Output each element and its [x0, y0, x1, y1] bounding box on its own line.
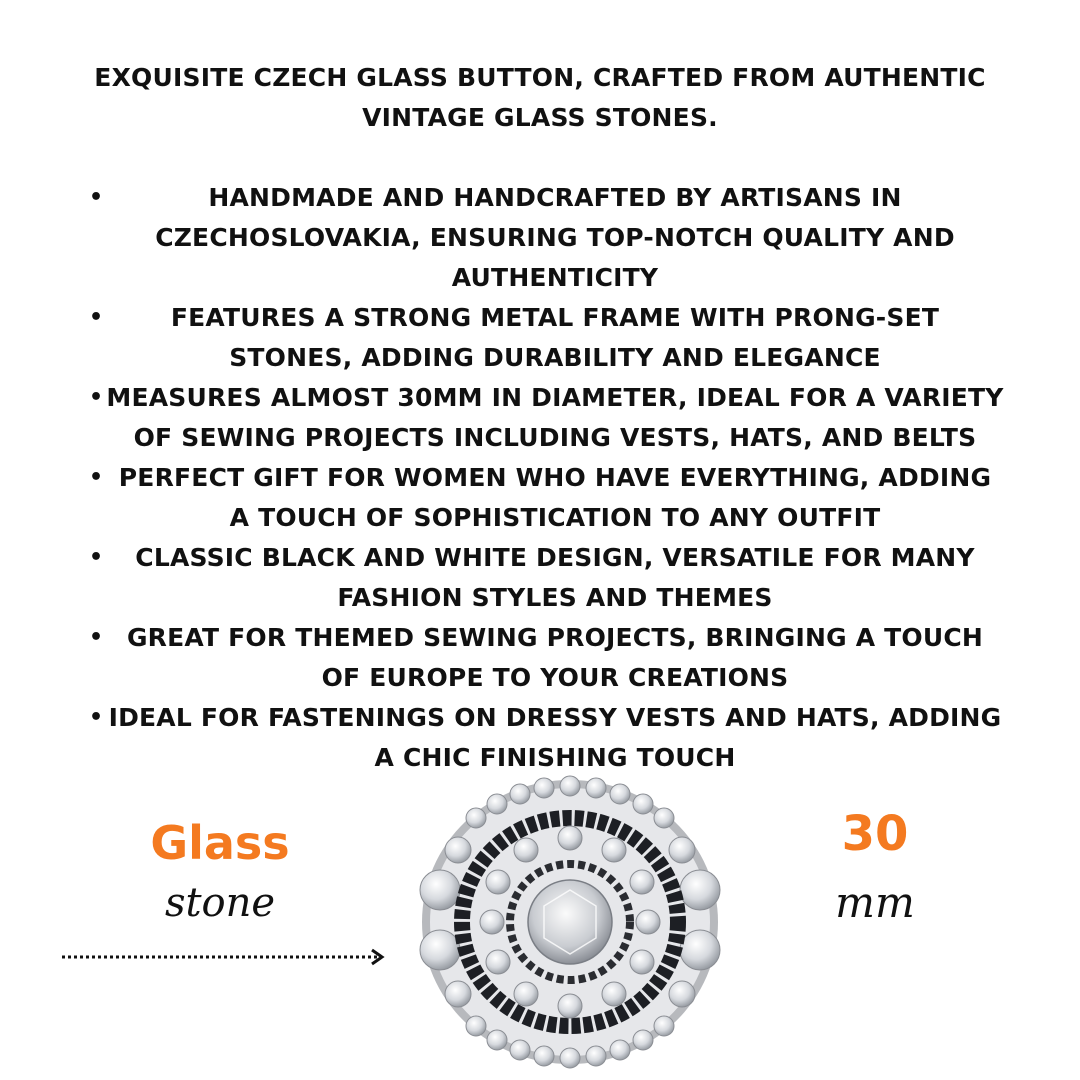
- size-unit: mm: [835, 878, 915, 927]
- feature-text: GREAT FOR THEMED SEWING PROJECTS, BRINGING A TOUCH OF EUROPE TO YOUR CREATIONS: [126, 623, 984, 692]
- feature-item: [75, 298, 1005, 378]
- bullet-dot-icon: •: [89, 545, 104, 570]
- feature-text: HANDMADE AND HANDCRAFTED BY ARTISANS IN CZECHOSLOVAKIA, ENSURING TOP-NOTCH QUALITY AND AUTHENTICITY: [155, 183, 955, 292]
- feature-item: [75, 178, 1005, 298]
- bullet-dot-icon: •: [89, 465, 104, 490]
- bullet-dot-icon: •: [89, 385, 104, 410]
- feature-text: CLASSIC BLACK AND WHITE DESIGN, VERSATILE FOR MANY FASHION STYLES AND THEMES: [135, 543, 975, 612]
- size-number: 30: [841, 806, 909, 862]
- intro-text: EXQUISITE CZECH GLASS BUTTON, CRAFTED FROM AUTHENTIC VINTAGE GLASS STONES.: [94, 63, 986, 132]
- bullet-dot-icon: •: [89, 305, 104, 330]
- bullet-dot-icon: •: [89, 705, 104, 730]
- material-label: [150, 815, 290, 925]
- feature-item: [75, 458, 1005, 538]
- feature-text: MEASURES ALMOST 30MM IN DIAMETER, IDEAL FOR A VARIETY OF SEWING PROJECTS INCLUDING VESTS, HATS, AND BELTS: [106, 383, 1004, 452]
- feature-text: IDEAL FOR FASTENINGS ON DRESSY VESTS AND HATS, ADDING A CHIC FINISHING TOUCH: [108, 703, 1002, 772]
- feature-item: [75, 378, 1005, 458]
- feature-item: [75, 618, 1005, 698]
- glass-button-image: [410, 772, 730, 1072]
- feature-text: FEATURES A STRONG METAL FRAME WITH PRONG-SET STONES, ADDING DURABILITY AND ELEGANCE: [170, 303, 940, 372]
- material-title: Glass: [150, 816, 290, 870]
- dotted-arrow-icon: [60, 944, 390, 970]
- feature-text: PERFECT GIFT FOR WOMEN WHO HAVE EVERYTHING, ADDING A TOUCH OF SOPHISTICATION TO ANY OUTFIT: [118, 463, 992, 532]
- feature-item: [75, 698, 1005, 778]
- size-label: [800, 805, 950, 925]
- material-subtitle: stone: [164, 880, 276, 926]
- feature-item: [75, 538, 1005, 618]
- bullet-dot-icon: •: [89, 625, 104, 650]
- bullet-dot-icon: •: [89, 185, 104, 210]
- product-description: [0, 58, 1080, 778]
- feature-list: [0, 178, 1080, 778]
